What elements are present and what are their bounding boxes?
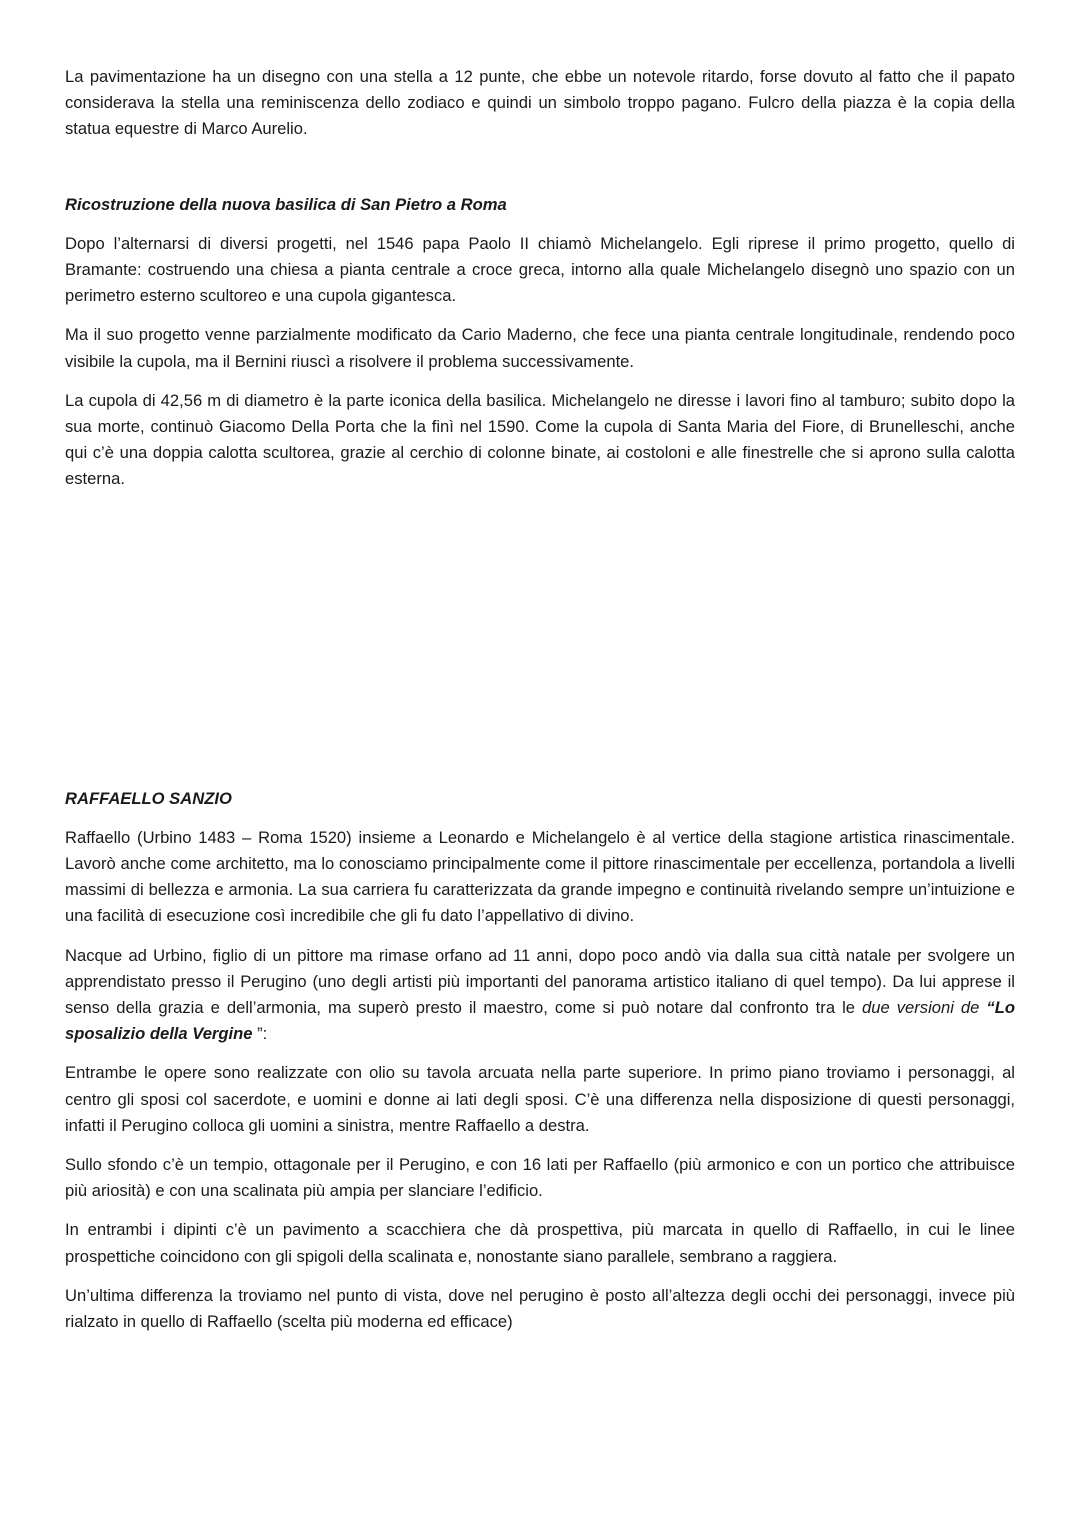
raffaello-paragraph-3-second: C’è una differenza nella disposizione di questi personaggi, infatti il Perugino colloca gli uomini a sinistra, mentre Raffaello a destra. [65, 1089, 1015, 1135]
document-page [65, 64, 1015, 1348]
raffaello-paragraph-1: Raffaello (Urbino 1483 – Roma 1520) insieme a Leonardo e Michelangelo è al vertice della stagione artistica rinascimentale. Lavorò anche come architetto, ma lo conosciamo principalmente come il pittore rinascimentale per eccellenza, portandola a livelli massimi di bellezza e armonia. La sua carriera fu caratterizzata da grande impegno e continuità rivelando sempre un’intuizione e una facilità di esecuzione così incredibile che gli fu dato l’appellativo di divino. [65, 827, 1015, 926]
raffaello-paragraph-2 [65, 943, 1015, 1048]
raffaello-paragraph-6: Un’ultima differenza la troviamo nel punto di vista, dove nel perugino è posto all’altezza degli occhi dei personaggi, invece più rialzato in quello di Raffaello (scelta più moderna ed efficace) [65, 1285, 1015, 1332]
raffaello-paragraph-4: Sullo sfondo c’è un tempio, ottagonale per il Perugino, e con 16 lati per Raffaello (più armonico e con un portico che attribuisce più ariosità) e con una scalinata più ampia per slanciare l’edificio. [65, 1155, 1015, 1201]
section-heading-basilica: Ricostruzione della nuova basilica di San Pietro a Roma [65, 194, 507, 214]
raffaello-paragraph-5: In entrambi i dipinti c’è un pavimento a scacchiera che dà prospettiva, più marcata in quello di Raffaello, in cui le linee prospettiche coincidono con gli spigoli della scalinata e, nonostante siano parallele, sembrano a raggiera. [65, 1220, 1015, 1266]
raffaello-paragraph-2-end: ”: [252, 1024, 268, 1044]
basilica-paragraph-3: La cupola di 42,56 m di diametro è la parte iconica della basilica. Michelangelo ne diresse i lavori fino al tamburo; subito dopo la sua morte, continuò Giacomo Della Porta che la finì nel 1590. Come la cupola di Santa Maria del Fiore, di Brunelleschi, anche qui c’è una doppia calotta scultorea, grazie al cerchio di colonne binate, ai costoloni e alle finestrelle che si aprono sulla calotta esterna. [65, 390, 1015, 489]
raffaello-paragraph-2-italic: due versioni de [862, 998, 987, 1018]
intro-paragraph: La pavimentazione ha un disegno con una stella a 12 punte, che ebbe un notevole ritardo, forse dovuto al fatto che il papato considerava la stella una reminiscenza dello zodiaco e quindi un simbolo troppo pagano. Fulcro della piazza è la copia della statua equestre di Marco Aurelio. [65, 67, 1015, 139]
basilica-paragraph-1: Dopo l’alternarsi di diversi progetti, nel 1546 papa Paolo II chiamò Michelangelo. Egli riprese il primo progetto, quello di Bramante: costruendo una chiesa a pianta centrale a croce greca, intorno alla quale Michelangelo disegnò uno spazio con un perimetro esterno scultoreo e una cupola gigantesca. [65, 233, 1015, 306]
raffaello-paragraph-2-text: Nacque ad Urbino, figlio di un pittore ma rimase orfano ad 11 anni, dopo poco andò via dalla sua città natale per svolgere un apprendistato presso il Perugino (uno degli artisti più importanti del panorama artistico italiano di quel tempo). Da lui apprese il senso della grazia e dell’armonia, ma superò presto il maestro, come si può notare dal confronto tra le [65, 945, 1015, 1018]
section-heading-raffaello: RAFFAELLO SANZIO [65, 788, 232, 808]
raffaello-paragraph-3-first: Entrambe le opere sono realizzate con olio su tavola arcuata nella parte superiore. In primo piano troviamo i personaggi, al centro gli sposi col sacerdote, e uomini e donne ai lati degli sposi. [65, 1063, 1015, 1109]
artwork-title: “Lo sposalizio della Vergine [65, 998, 1015, 1044]
basilica-paragraph-2: Ma il suo progetto venne parzialmente modificato da Cario Maderno, che fece una pianta centrale longitudinale, rendendo poco visibile la cupola, ma il Bernini riuscì a risolvere il problema successivamente. [65, 325, 1015, 371]
raffaello-paragraph-3 [65, 1060, 1015, 1139]
